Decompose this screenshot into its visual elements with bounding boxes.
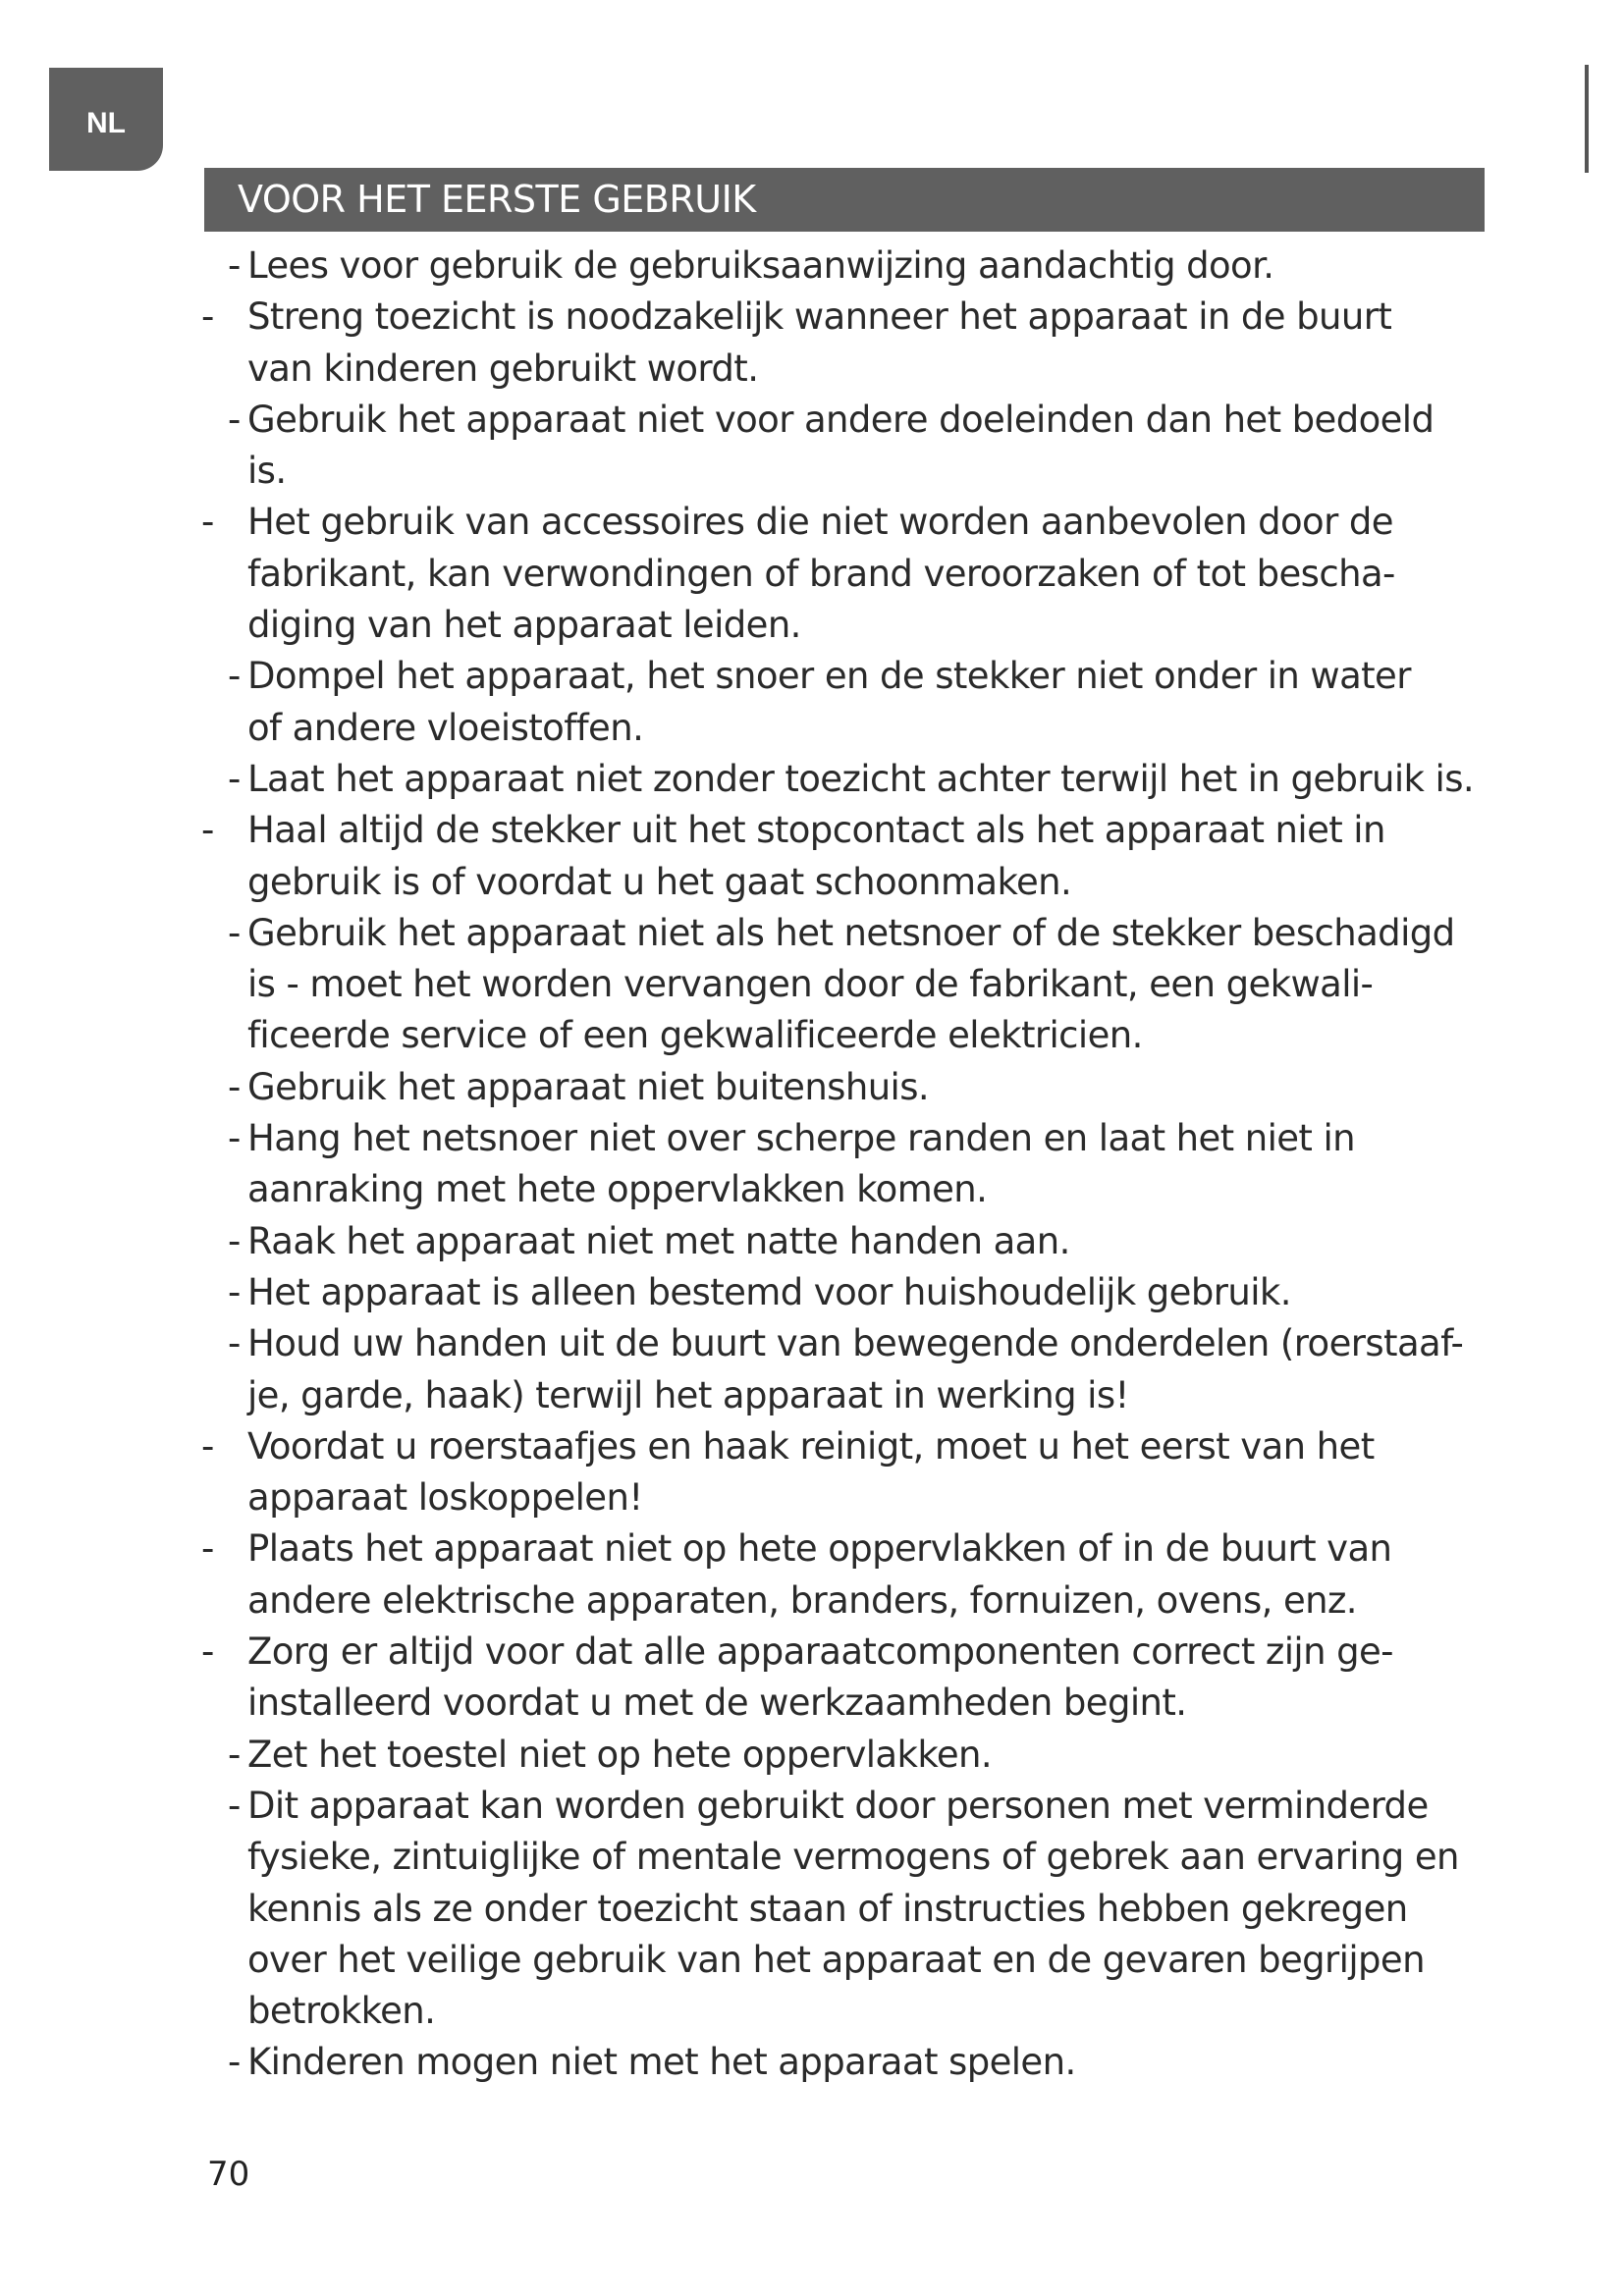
instruction-item <box>201 395 1556 498</box>
instruction-line: Gebruik het apparaat niet buitenshuis. <box>247 1065 930 1108</box>
list-dash: - <box>201 295 214 339</box>
list-dash: - <box>228 1117 241 1160</box>
instruction-item <box>201 1421 1556 1524</box>
instruction-line: is - moet het worden vervangen door de fabrikant, een gekwali- <box>247 963 1374 1006</box>
instruction-line: Hang het netsnoer niet over scherpe randen en laat het niet in <box>247 1117 1356 1160</box>
instruction-line: installeerd voordat u met de werkzaamheden begint. <box>247 1682 1187 1725</box>
list-dash: - <box>201 1630 214 1674</box>
instruction-item <box>201 1216 1556 1267</box>
list-dash: - <box>201 1424 214 1468</box>
instruction-line: Dompel het apparaat, het snoer en de stekker niet onder in water <box>247 655 1411 698</box>
instruction-line: fabrikant, kan verwondingen of brand veroorzaken of tot bescha- <box>247 552 1395 595</box>
instruction-line: over het veilige gebruik van het apparaat en de gevaren begrijpen <box>247 1938 1425 1981</box>
instruction-line: Streng toezicht is noodzakelijk wanneer het apparaat in de buurt <box>247 295 1392 339</box>
instruction-line: Laat het apparaat niet zonder toezicht achter terwijl het in gebruik is. <box>247 757 1475 800</box>
list-dash: - <box>228 1322 241 1365</box>
instruction-line: Het gebruik van accessoires die niet worden aanbevolen door de <box>247 501 1393 544</box>
instruction-line: Zet het toestel niet op hete oppervlakken. <box>247 1733 992 1776</box>
instruction-item <box>201 1318 1556 1421</box>
list-dash: - <box>228 757 241 800</box>
instruction-line: diging van het apparaat leiden. <box>247 604 801 647</box>
instruction-line: Voordat u roerstaafjes en haak reinigt, moet u het eerst van het <box>247 1424 1375 1468</box>
instruction-line: Zorg er altijd voor dat alle apparaatcomponenten correct zijn ge- <box>247 1630 1393 1674</box>
list-dash: - <box>228 1733 241 1776</box>
list-dash: - <box>228 911 241 954</box>
safety-instructions-list <box>201 240 1556 2089</box>
list-dash: - <box>228 244 241 287</box>
instruction-line: Dit apparaat kan worden gebruikt door personen met verminderde <box>247 1784 1429 1827</box>
list-dash: - <box>201 1527 214 1571</box>
instruction-line: ficeerde service of een gekwalificeerde elektricien. <box>247 1014 1143 1057</box>
list-dash: - <box>228 1219 241 1262</box>
instruction-item <box>201 1627 1556 1730</box>
instruction-line: andere elektrische apparaten, branders, fornuizen, ovens, enz. <box>247 1578 1357 1622</box>
instruction-line: Gebruik het apparaat niet voor andere doeleinden dan het bedoeld <box>247 398 1435 441</box>
instruction-line: Lees voor gebruik de gebruiksaanwijzing aandachtig door. <box>247 244 1274 287</box>
instruction-item <box>201 908 1556 1062</box>
list-dash: - <box>228 2041 241 2084</box>
instruction-item <box>201 1781 1556 2037</box>
language-tab <box>49 68 163 171</box>
instruction-line: gebruik is of voordat u het gaat schoonmaken. <box>247 860 1072 903</box>
instruction-item <box>201 2037 1556 2088</box>
instruction-line: betrokken. <box>247 1990 436 2033</box>
instruction-line: Raak het apparaat niet met natte handen aan. <box>247 1219 1070 1262</box>
instruction-item <box>201 292 1556 395</box>
instruction-line: Kinderen mogen niet met het apparaat spelen. <box>247 2041 1076 2084</box>
page-edge-marker <box>1585 65 1589 173</box>
list-dash: - <box>228 398 241 441</box>
list-dash: - <box>201 501 214 544</box>
list-dash: - <box>228 1270 241 1313</box>
list-dash: - <box>228 1784 241 1827</box>
list-dash: - <box>228 1065 241 1108</box>
language-tab-label: NL <box>86 106 126 139</box>
instruction-line: Houd uw handen uit de buurt van bewegende onderdelen (roerstaaf- <box>247 1322 1464 1365</box>
instruction-line: aanraking met hete oppervlakken komen. <box>247 1168 988 1211</box>
instruction-item <box>201 805 1556 908</box>
instruction-line: Het apparaat is alleen bestemd voor huishoudelijk gebruik. <box>247 1270 1291 1313</box>
instruction-line: apparaat loskoppelen! <box>247 1476 643 1520</box>
instruction-line: van kinderen gebruikt wordt. <box>247 347 759 390</box>
instruction-line: je, garde, haak) terwijl het apparaat in werking is! <box>247 1373 1129 1416</box>
section-title-bar <box>204 168 1485 232</box>
section-title: VOOR HET EERSTE GEBRUIK <box>238 178 756 221</box>
instruction-line: kennis als ze onder toezicht staan of instructies hebben gekregen <box>247 1887 1408 1930</box>
instruction-item <box>201 1523 1556 1627</box>
instruction-item <box>201 754 1556 805</box>
instruction-item <box>201 240 1556 292</box>
instruction-line: fysieke, zintuiglijke of mentale vermogens of gebrek aan ervaring en <box>247 1836 1459 1879</box>
list-dash: - <box>201 809 214 852</box>
list-dash: - <box>228 655 241 698</box>
instruction-line: Plaats het apparaat niet op hete oppervlakken of in de buurt van <box>247 1527 1392 1571</box>
instruction-item <box>201 1267 1556 1318</box>
instruction-item <box>201 497 1556 651</box>
instruction-item <box>201 1113 1556 1216</box>
instruction-line: Gebruik het apparaat niet als het netsnoer of de stekker beschadigd <box>247 911 1455 954</box>
instruction-line: Haal altijd de stekker uit het stopcontact als het apparaat niet in <box>247 809 1385 852</box>
instruction-item <box>201 1730 1556 1781</box>
page-number: 70 <box>207 2155 250 2194</box>
instruction-item <box>201 1062 1556 1113</box>
instruction-item <box>201 651 1556 754</box>
instruction-line: of andere vloeistoffen. <box>247 706 644 749</box>
instruction-line: is. <box>247 450 287 493</box>
